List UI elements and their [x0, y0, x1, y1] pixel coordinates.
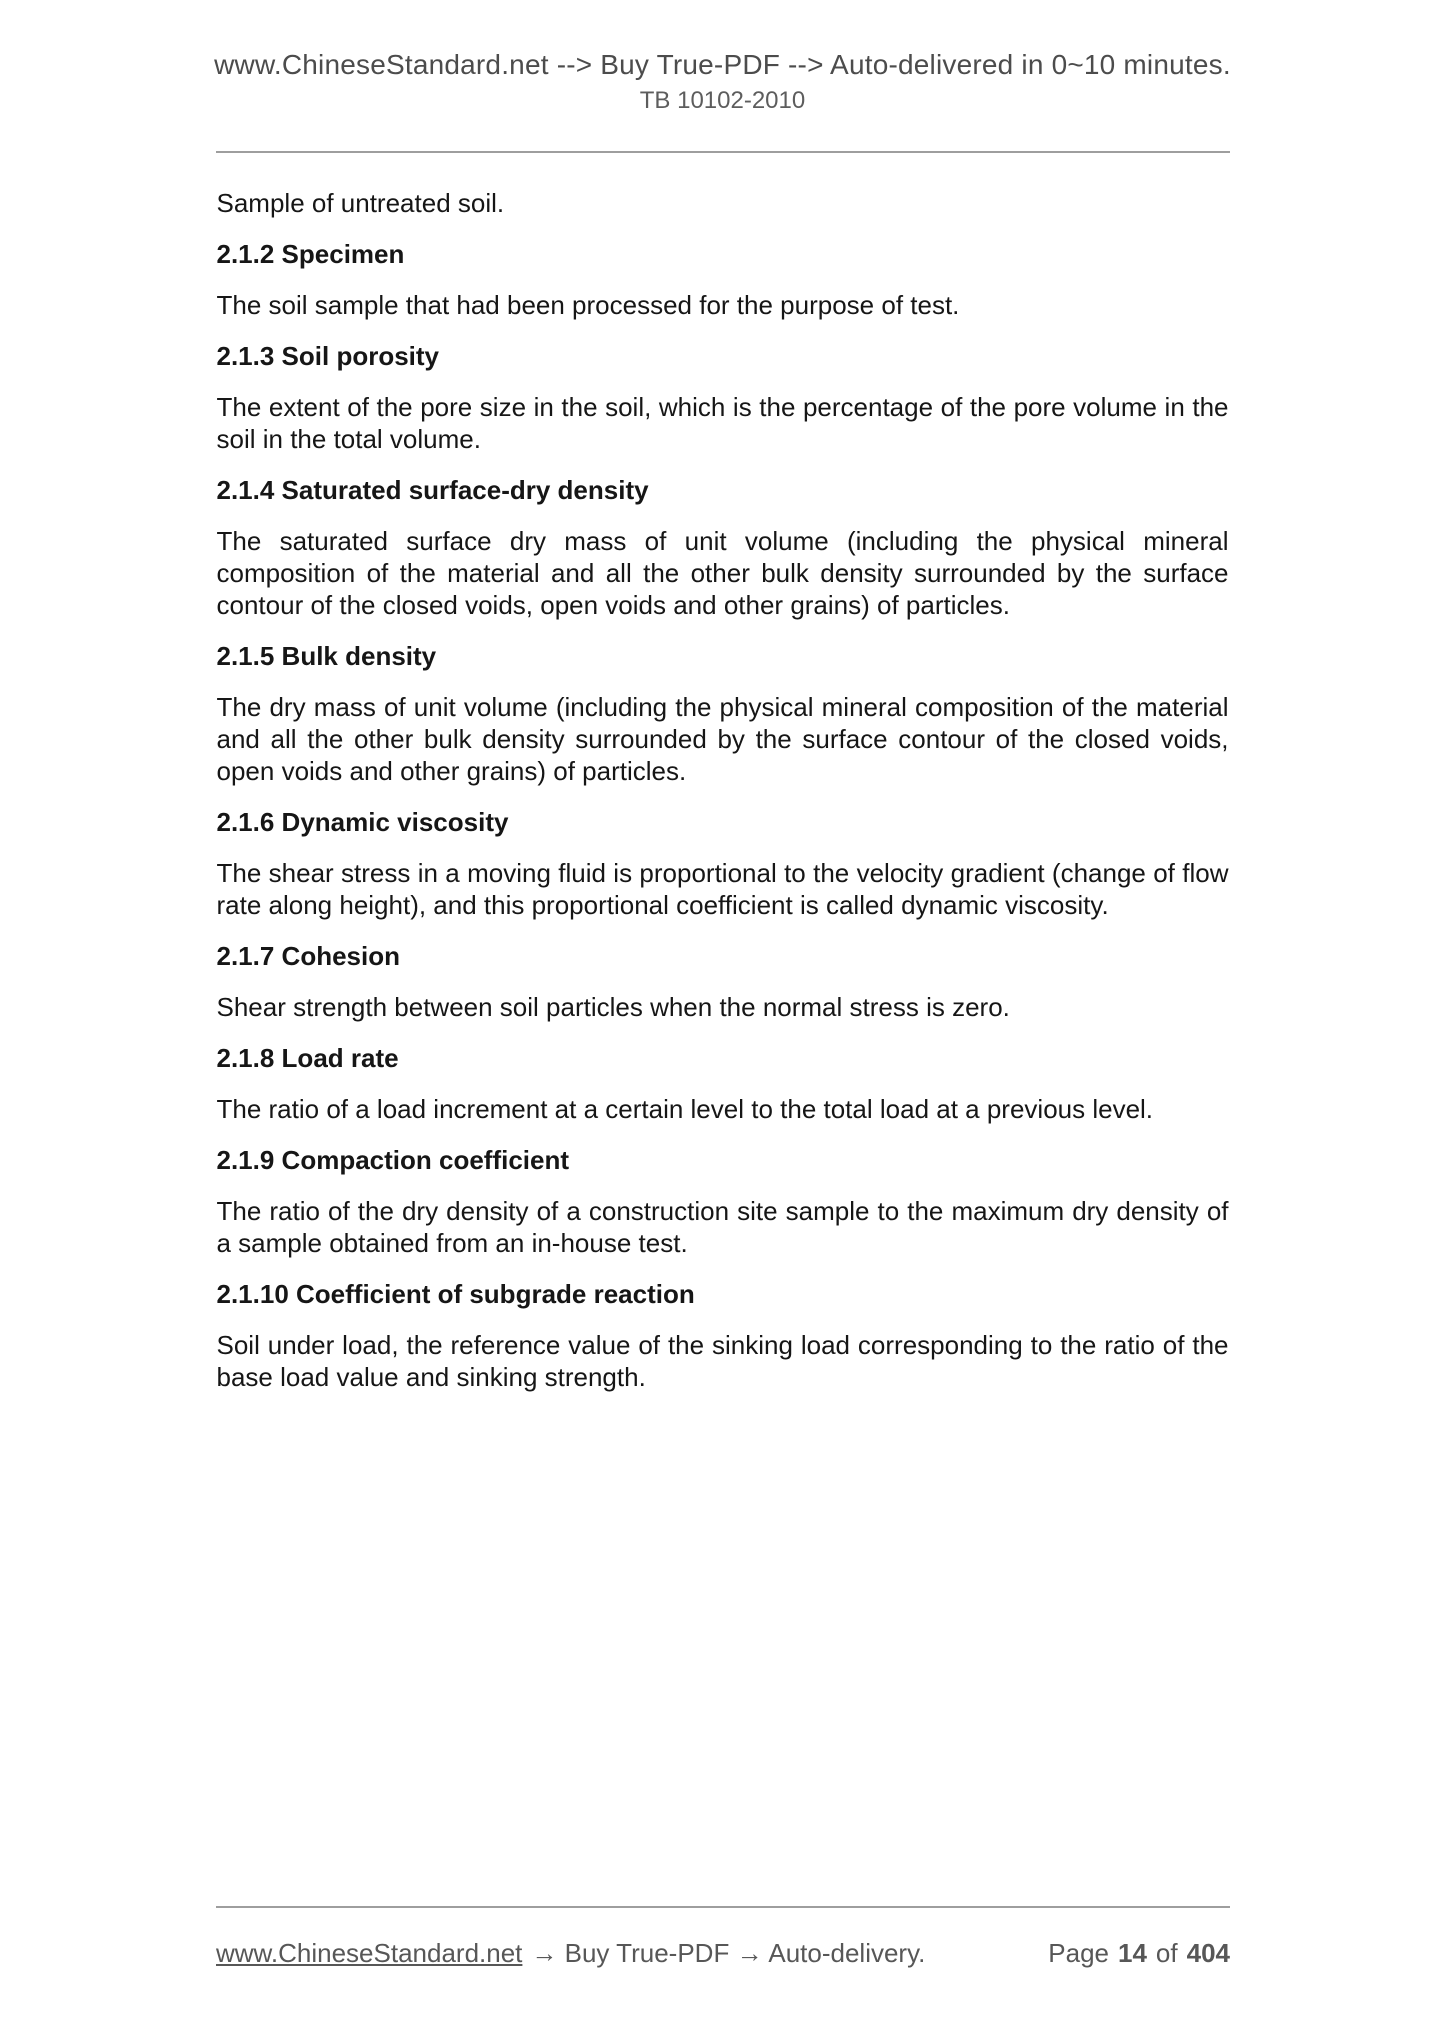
section-heading: 2.1.3 Soil porosity — [216, 341, 440, 371]
page-of-label: of — [1155, 1938, 1178, 1968]
footer-tagline: → Buy True-PDF → Auto-delivery. — [531, 1938, 926, 1968]
section-heading: 2.1.8 Load rate — [216, 1043, 399, 1073]
section-heading: 2.1.4 Saturated surface-dry density — [216, 475, 649, 505]
section-heading: 2.1.6 Dynamic viscosity — [216, 807, 509, 837]
body-paragraph: Soil under load, the reference value of the sinking load corresponding to the ratio of the base load value and sinking strength. — [216, 1330, 1229, 1392]
header-delivery-note: www.ChineseStandard.net --> Buy True-PDF --> Auto-delivered in 0~10 minutes. — [214, 49, 1231, 80]
body-paragraph: Sample of untreated soil. — [216, 188, 505, 218]
body-paragraph: The ratio of a load increment at a certain level to the total load at a previous level. — [216, 1094, 1154, 1124]
body-paragraph: The ratio of the dry density of a construction site sample to the maximum dry density of a sample obtained from an in-house test. — [216, 1196, 1229, 1258]
page-label: Page — [1048, 1938, 1109, 1968]
section-heading: 2.1.9 Compaction coefficient — [216, 1145, 570, 1175]
page-footer — [216, 1906, 1230, 1969]
page-number-indicator — [1048, 1938, 1230, 1969]
footer-breadcrumb — [216, 1938, 925, 1969]
document-body — [217, 153, 1229, 1393]
body-paragraph: The dry mass of unit volume (including the physical mineral composition of the material and all the other bulk density surrounded by the surface contour of the closed voids, open voids and other grains) of particles. — [216, 692, 1229, 786]
body-paragraph: The shear stress in a moving fluid is proportional to the velocity gradient (change of flow rate along height), and this proportional coefficient is called dynamic viscosity. — [216, 858, 1229, 920]
section-heading: 2.1.7 Cohesion — [216, 941, 400, 971]
body-paragraph: The saturated surface dry mass of unit volume (including the physical mineral composition of the material and all the other bulk density surrounded by the surface contour of the closed voids, open voids and other grains) of particles. — [216, 526, 1229, 620]
footer-site-link[interactable]: www.ChineseStandard.net — [216, 1938, 523, 1968]
page-total: 404 — [1186, 1938, 1230, 1968]
section-heading: 2.1.5 Bulk density — [216, 641, 437, 671]
section-heading: 2.1.10 Coefficient of subgrade reaction — [216, 1279, 695, 1309]
page-current: 14 — [1118, 1938, 1147, 1968]
body-paragraph: The soil sample that had been processed for the purpose of test. — [216, 290, 960, 320]
body-paragraph: Shear strength between soil particles when the normal stress is zero. — [216, 992, 1010, 1022]
header-standard-number: TB 10102-2010 — [639, 87, 806, 114]
body-paragraph: The extent of the pore size in the soil, which is the percentage of the pore volume in the soil in the total volume. — [216, 392, 1229, 454]
page-header — [0, 0, 1445, 153]
section-heading: 2.1.2 Specimen — [216, 239, 405, 269]
